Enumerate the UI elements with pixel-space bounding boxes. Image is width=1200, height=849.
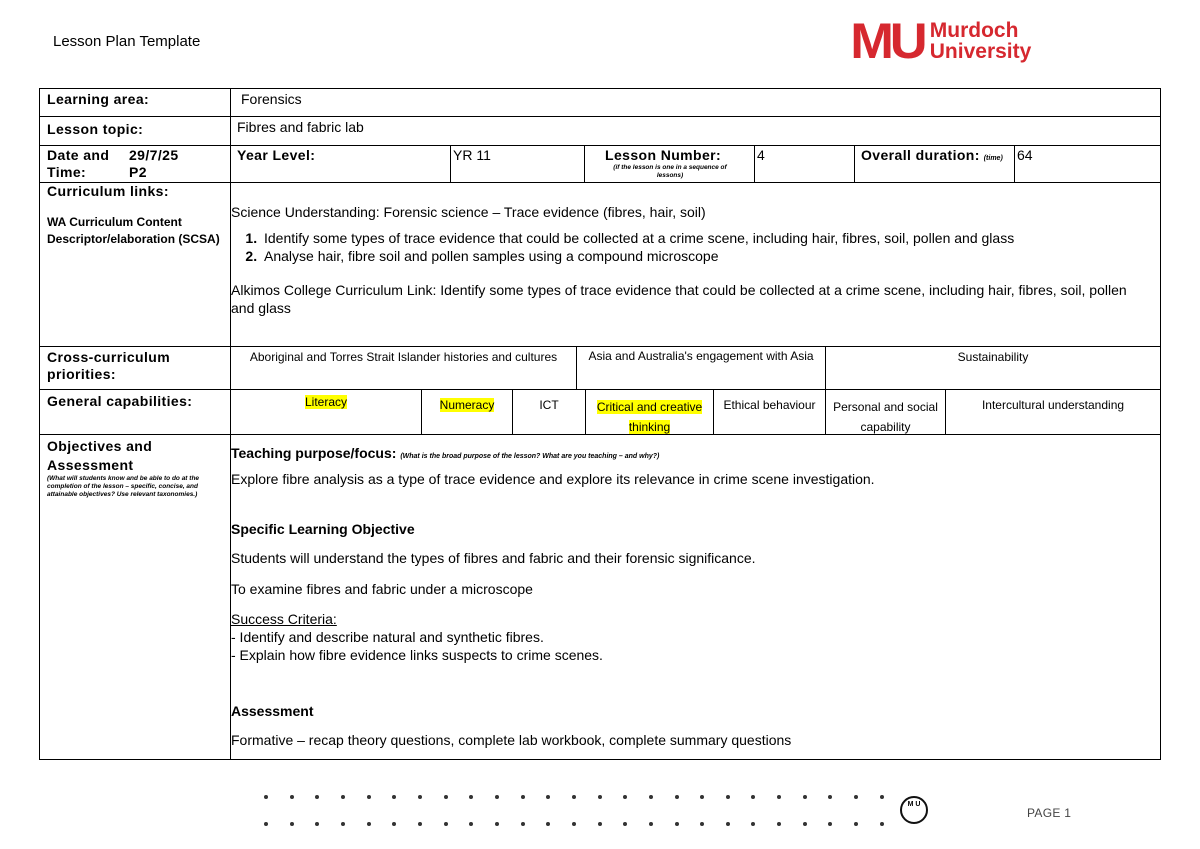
cross-curriculum-priority: Sustainability (826, 347, 1161, 390)
date-value: 29/7/25 (129, 147, 179, 163)
capability-text: Ethical behaviour (723, 398, 816, 412)
cross-curriculum-priority: Aboriginal and Torres Strait Islander histories and cultures (231, 347, 577, 390)
slo-heading: Specific Learning Objective (231, 521, 415, 537)
curriculum-links-label-cell (39, 183, 231, 347)
capability-text: Numeracy (439, 398, 495, 412)
capability-intercultural (946, 390, 1161, 435)
page-number: PAGE 1 (1027, 806, 1072, 820)
objectives-note: (What will students know and be able to do at the completion of the lesson – specific, concise, and attainable objectives? Use relevant taxonomies.) (47, 475, 200, 498)
lesson-number-cell (585, 146, 755, 183)
overall-duration-label: Overall duration: (861, 147, 980, 163)
objectives-content (231, 435, 1161, 760)
curriculum-links-label: Curriculum links: (47, 183, 169, 199)
assessment-text: Formative – recap theory questions, complete lab workbook, complete summary questions (231, 732, 792, 748)
learning-area-label: Learning area: (39, 88, 231, 117)
curriculum-links-content (231, 183, 1161, 347)
capability-text: ICT (539, 398, 559, 412)
capability-text: Literacy (304, 395, 348, 409)
overall-duration-value: 64 (1015, 146, 1161, 183)
curriculum-item: 2. Analyse hair, fibre soil and pollen samples using a compound microscope (261, 247, 1152, 265)
period-value: P2 (129, 164, 147, 180)
capability-text: Intercultural understanding (981, 398, 1125, 412)
lesson-number-label: Lesson Number: (605, 147, 722, 163)
duration-note: (time) (983, 155, 1003, 162)
logo-mark: MU (850, 13, 924, 69)
university-emblem-icon: M U (900, 796, 928, 824)
curriculum-heading: Science Understanding: Forensic science – Trace evidence (fibres, hair, soil) (231, 204, 706, 220)
document-title: Lesson Plan Template (53, 33, 201, 50)
cross-curriculum-priority: Asia and Australia's engagement with Asia (577, 347, 826, 390)
assessment-heading: Assessment (231, 703, 314, 719)
success-criterion: - Explain how fibre evidence links suspects to crime scenes. (231, 647, 603, 663)
capability-literacy (231, 390, 422, 435)
lesson-number-note: (if the lesson is one in a sequence of lessons) (613, 164, 727, 179)
murdoch-university-logo (850, 13, 1032, 69)
curriculum-links-sublabel: WA Curriculum Content Descriptor/elaboration (SCSA) (47, 215, 220, 246)
date-time-value (121, 146, 231, 183)
success-criteria-heading: Success Criteria: (231, 611, 337, 627)
lesson-plan-table (39, 88, 1161, 760)
objectives-label-cell (39, 435, 231, 760)
logo-line-2: University (929, 40, 1032, 63)
teaching-purpose-note: (What is the broad purpose of the lesson? What are you teaching – and why?) (400, 453, 660, 460)
year-level-label: Year Level: (231, 146, 451, 183)
college-curriculum-link: Alkimos College Curriculum Link: Identify some types of trace evidence that could be collected at a crime scene, including hair, fibres, soil, pollen and glass (231, 282, 1127, 316)
overall-duration-cell (855, 146, 1015, 183)
logo-line-1: Murdoch (929, 19, 1019, 42)
capability-text: Critical and creative thinking (596, 400, 703, 434)
capability-text: Personal and social capability (833, 400, 938, 434)
curriculum-item: 1. Identify some types of trace evidence that could be collected at a crime scene, including hair, fibres, soil, pollen and glass (261, 229, 1152, 247)
year-level-value: YR 11 (451, 146, 585, 183)
capability-ethical-behaviour (714, 390, 826, 435)
lesson-topic-value: Fibres and fabric lab (231, 117, 1161, 146)
teaching-purpose-text: Explore fibre analysis as a type of trace evidence and explore its relevance in crime scene investigation. (231, 471, 875, 487)
lesson-number-value: 4 (755, 146, 855, 183)
objectives-label: Objectives and Assessment (47, 438, 153, 473)
slo-item: To examine fibres and fabric under a microscope (231, 581, 533, 597)
capability-numeracy (422, 390, 513, 435)
date-time-label: Date and Time: (39, 146, 121, 183)
teaching-purpose-label: Teaching purpose/focus: (231, 445, 397, 461)
capability-ict (513, 390, 586, 435)
cross-curriculum-label: Cross-curriculum priorities: (39, 347, 231, 390)
footer-dots-bottom (264, 822, 884, 826)
capability-personal-social (826, 390, 946, 435)
capability-critical-thinking (586, 390, 714, 435)
lesson-topic-label: Lesson topic: (39, 117, 231, 146)
general-capabilities-label: General capabilities: (39, 390, 231, 435)
learning-area-value: Forensics (231, 88, 1161, 117)
footer-dots-top (264, 795, 884, 799)
success-criterion: - Identify and describe natural and synthetic fibres. (231, 629, 544, 645)
curriculum-items (231, 229, 1152, 265)
slo-item: Students will understand the types of fibres and fabric and their forensic significance. (231, 550, 756, 566)
logo-wordmark (930, 20, 1032, 62)
